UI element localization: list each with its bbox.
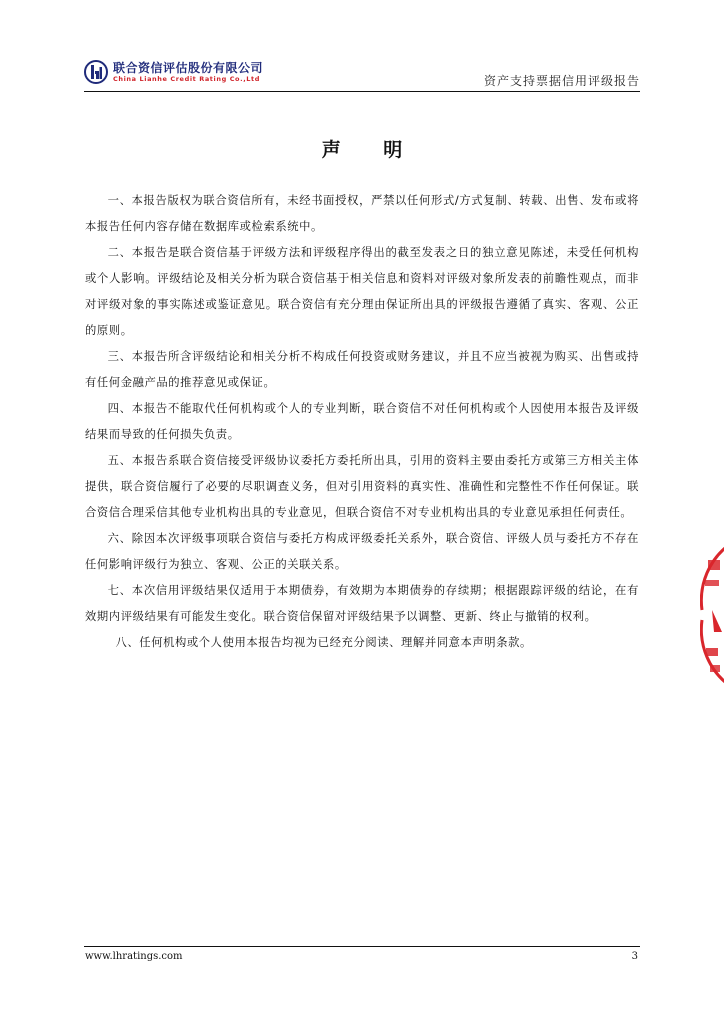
statement-paragraph-2: 二、本报告是联合资信基于评级方法和评级程序得出的截至发表之日的独立意见陈述，未受任何机构或个人影响。评级结论及相关分析为联合资信基于相关信息和资料对评级对象所发表的前瞻性观点，而非对评级对象的事实陈述或鉴证意见。联合资信有充分理由保证所出具的评级报告遵循了真实、客观、公正的原则。 [85, 246, 639, 337]
company-name-cn: 联合资信评估股份有限公司 [113, 61, 264, 75]
statement-paragraph-1: 一、本报告版权为联合资信所有，未经书面授权，严禁以任何形式/方式复制、转载、出售、发布或将本报告任何内容存储在数据库或检索系统中。 [85, 194, 639, 233]
seal-stamp-partial [700, 540, 724, 690]
website-link[interactable]: www.lhratings.com [85, 951, 183, 962]
header-divider [84, 91, 640, 92]
statement-paragraph-7: 七、本次信用评级结果仅适用于本期债券，有效期为本期债券的存续期；根据跟踪评级的结论，在有效期内评级结果有可能发生变化。联合资信保留对评级结果予以调整、更新、终止与撤销的权利。 [85, 584, 639, 623]
statement-paragraph-3: 三、本报告所含评级结论和相关分析不构成任何投资或财务建议，并且不应当被视为购买、出售或持有任何金融产品的推荐意见或保证。 [85, 350, 639, 389]
statement-body [85, 188, 639, 656]
report-type: 资产支持票据信用评级报告 [483, 74, 640, 88]
page-header [84, 58, 640, 92]
page-title: 声 明 [321, 139, 421, 161]
page-number: 3 [631, 951, 638, 962]
statement-paragraph-4: 四、本报告不能取代任何机构或个人的专业判断，联合资信不对任何机构或个人因使用本报告及评级结果而导致的任何损失负责。 [85, 402, 639, 441]
company-logo [84, 58, 384, 88]
statement-paragraph-8: 八、任何机构或个人使用本报告均视为已经充分阅读、理解并同意本声明条款。 [115, 636, 532, 649]
lianhe-logo-icon [84, 60, 108, 84]
footer-divider [84, 946, 640, 947]
company-name-en: China Lianhe Credit Rating Co.,Ltd [113, 75, 260, 83]
statement-paragraph-5: 五、本报告系联合资信接受评级协议委托方委托所出具，引用的资料主要由委托方或第三方相关主体提供，联合资信履行了必要的尽职调查义务，但对引用资料的真实性、准确性和完整性不作任何保证。联合资信合理采信其他专业机构出具的专业意见，但联合资信不对专业机构出具的专业意见承担任何责任。 [85, 454, 639, 519]
statement-paragraph-6: 六、除因本次评级事项联合资信与委托方构成评级委托关系外，联合资信、评级人员与委托方不存在任何影响评级行为独立、客观、公正的关联关系。 [85, 532, 639, 571]
